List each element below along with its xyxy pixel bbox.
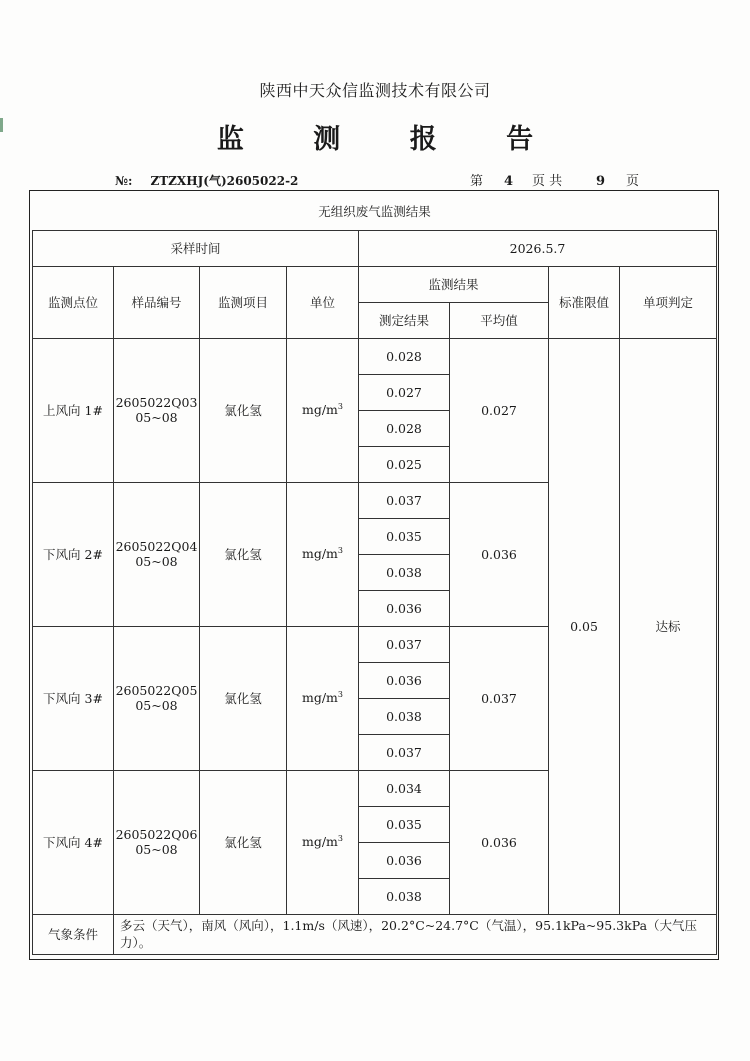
unit-superscript: 3	[337, 690, 343, 700]
average-cell: 0.036	[450, 770, 549, 914]
unit-cell	[287, 770, 359, 914]
header-sample-id: 样品编号	[114, 266, 200, 338]
sample-id-line1: 2605022Q05	[115, 683, 198, 698]
average-cell: 0.027	[450, 338, 549, 482]
measurement-cell: 0.035	[359, 518, 450, 554]
measurement-cell: 0.035	[359, 806, 450, 842]
item-cell: 氯化氢	[200, 626, 287, 770]
document-number-value: ZTZXHJ(气)2605022-2	[150, 174, 299, 188]
point-cell: 下风向 4#	[33, 770, 114, 914]
unit-text: mg/m	[301, 546, 338, 562]
item-cell: 氯化氢	[200, 482, 287, 626]
average-cell: 0.037	[450, 626, 549, 770]
item-cell: 氯化氢	[200, 338, 287, 482]
unit-text: mg/m	[301, 834, 338, 850]
report-title: 监 测 报 告	[216, 124, 564, 155]
standard-limit-cell: 0.05	[549, 338, 620, 914]
measurement-cell: 0.038	[359, 698, 450, 734]
measurement-cell: 0.037	[359, 482, 450, 518]
measurement-cell: 0.036	[359, 662, 450, 698]
unit-cell	[287, 626, 359, 770]
sample-id-line2: 05~08	[135, 554, 178, 569]
header-standard: 标准限值	[549, 266, 620, 338]
unit-superscript: 3	[337, 402, 343, 412]
header-unit: 单位	[287, 266, 359, 338]
measurement-cell: 0.027	[359, 374, 450, 410]
measurement-cell: 0.028	[359, 338, 450, 374]
measurement-cell: 0.025	[359, 446, 450, 482]
unit-text: mg/m	[301, 690, 338, 706]
weather-conditions: 多云（天气），南风（风向），1.1m/s（风速），20.2°C~24.7°C（气温），95.1kPa~95.3kPa（大气压力）。	[114, 914, 717, 954]
table-caption: 无组织废气监测结果	[33, 193, 717, 230]
unit-text: mg/m	[301, 402, 338, 418]
header-verdict: 单项判定	[620, 266, 717, 338]
measurement-cell: 0.037	[359, 626, 450, 662]
document-number-label: №:	[115, 174, 133, 188]
unit-superscript: 3	[337, 834, 343, 844]
measurement-cell: 0.037	[359, 734, 450, 770]
point-cell: 上风向 1#	[33, 338, 114, 482]
sample-id-line2: 05~08	[135, 410, 178, 425]
header-item: 监测项目	[200, 266, 287, 338]
measurement-cell: 0.036	[359, 590, 450, 626]
sample-id-line2: 05~08	[135, 842, 178, 857]
sampling-date: 2026.5.7	[359, 230, 717, 266]
sample-id-line2: 05~08	[135, 698, 178, 713]
unit-cell	[287, 338, 359, 482]
page-mid: 页 共	[532, 174, 563, 189]
sample-id-cell	[114, 482, 200, 626]
unit-superscript: 3	[337, 546, 343, 556]
weather-label: 气象条件	[33, 914, 114, 954]
average-cell: 0.036	[450, 482, 549, 626]
page-indicator	[470, 170, 639, 189]
company-name: 陕西中天众信监测技术有限公司	[259, 81, 491, 100]
header-average: 平均值	[450, 302, 549, 338]
sample-id-cell	[114, 770, 200, 914]
measurement-cell: 0.038	[359, 878, 450, 914]
verdict-cell: 达标	[620, 338, 717, 914]
page-total: 9	[596, 174, 606, 189]
results-table	[32, 193, 717, 955]
sample-id-line1: 2605022Q04	[115, 539, 198, 554]
unit-cell	[287, 482, 359, 626]
header-measured: 测定结果	[359, 302, 450, 338]
point-cell: 下风向 3#	[33, 626, 114, 770]
page-prefix: 第	[470, 174, 484, 189]
sample-id-line1: 2605022Q06	[115, 827, 198, 842]
point-cell: 下风向 2#	[33, 482, 114, 626]
sampling-time-label: 采样时间	[33, 230, 359, 266]
header-point: 监测点位	[33, 266, 114, 338]
document-number	[115, 172, 298, 189]
page-current: 4	[504, 174, 514, 189]
sample-id-cell	[114, 338, 200, 482]
measurement-cell: 0.028	[359, 410, 450, 446]
measurement-cell: 0.036	[359, 842, 450, 878]
measurement-cell: 0.034	[359, 770, 450, 806]
sample-id-cell	[114, 626, 200, 770]
sample-id-line1: 2605022Q03	[115, 395, 198, 410]
page-suffix: 页	[626, 174, 640, 189]
item-cell: 氯化氢	[200, 770, 287, 914]
header-results-group: 监测结果	[359, 266, 549, 302]
measurement-cell: 0.038	[359, 554, 450, 590]
